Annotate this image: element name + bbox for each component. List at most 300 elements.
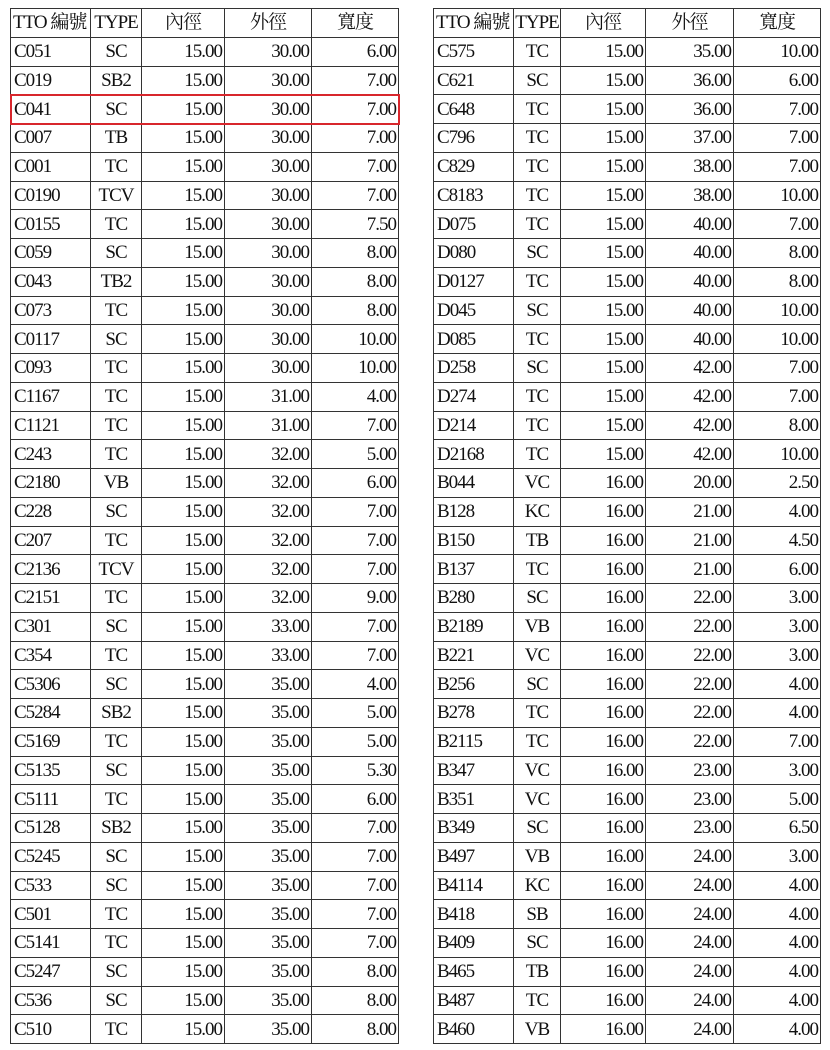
breadth-cell: 2.50 xyxy=(734,469,821,498)
breadth-cell: 8.00 xyxy=(312,987,399,1016)
inner-diameter-cell: 15.00 xyxy=(142,900,225,929)
outer-diameter-cell: 24.00 xyxy=(646,958,734,987)
type-cell: SB2 xyxy=(91,67,142,96)
inner-diameter-cell: 16.00 xyxy=(561,929,646,958)
outer-diameter-cell: 31.00 xyxy=(225,412,312,441)
breadth-cell: 7.00 xyxy=(734,210,821,239)
table-row[interactable] xyxy=(11,268,399,297)
type-cell: SC xyxy=(514,670,561,699)
outer-diameter-cell: 21.00 xyxy=(646,498,734,527)
inner-diameter-cell: 16.00 xyxy=(561,958,646,987)
tto-number-cell: B487 xyxy=(434,987,514,1016)
table-row[interactable] xyxy=(434,383,821,412)
breadth-cell: 10.00 xyxy=(734,182,821,211)
table-row-selected[interactable] xyxy=(11,95,399,124)
table-row[interactable] xyxy=(434,785,821,814)
tto-number-cell: C2151 xyxy=(11,584,91,613)
inner-diameter-cell: 15.00 xyxy=(142,469,225,498)
inner-diameter-cell: 15.00 xyxy=(142,728,225,757)
outer-diameter-cell: 22.00 xyxy=(646,613,734,642)
table-row[interactable] xyxy=(434,182,821,211)
type-cell: TC xyxy=(91,383,142,412)
table-row[interactable] xyxy=(434,642,821,671)
outer-diameter-cell: 35.00 xyxy=(225,929,312,958)
inner-diameter-cell: 15.00 xyxy=(561,38,646,67)
outer-diameter-cell: 40.00 xyxy=(646,210,734,239)
inner-diameter-cell: 15.00 xyxy=(142,670,225,699)
table-row[interactable] xyxy=(434,38,821,67)
type-cell: SB xyxy=(514,900,561,929)
inner-diameter-cell: 16.00 xyxy=(561,498,646,527)
breadth-cell: 10.00 xyxy=(312,354,399,383)
type-cell: TC xyxy=(514,95,561,124)
table-row[interactable] xyxy=(434,929,821,958)
breadth-cell: 8.00 xyxy=(312,297,399,326)
breadth-cell: 4.00 xyxy=(734,1015,821,1044)
type-cell: TC xyxy=(514,440,561,469)
inner-diameter-cell: 15.00 xyxy=(561,383,646,412)
tto-number-cell: C575 xyxy=(434,38,514,67)
inner-diameter-cell: 15.00 xyxy=(142,124,225,153)
type-cell: VC xyxy=(514,469,561,498)
inner-diameter-cell: 16.00 xyxy=(561,527,646,556)
outer-diameter-cell: 30.00 xyxy=(225,95,312,124)
tto-number-cell: C007 xyxy=(11,124,91,153)
type-cell: SC xyxy=(91,843,142,872)
type-cell: TB xyxy=(514,527,561,556)
tto-number-cell: C5284 xyxy=(11,699,91,728)
breadth-cell: 3.00 xyxy=(734,642,821,671)
table-row[interactable] xyxy=(11,584,399,613)
type-cell: SC xyxy=(91,95,142,124)
type-cell: SC xyxy=(91,958,142,987)
header-tto-number: TTO 編號 xyxy=(434,9,514,38)
table-row[interactable] xyxy=(11,987,399,1016)
outer-diameter-cell: 30.00 xyxy=(225,67,312,96)
outer-diameter-cell: 30.00 xyxy=(225,38,312,67)
type-cell: SC xyxy=(514,67,561,96)
table-row[interactable] xyxy=(11,354,399,383)
inner-diameter-cell: 15.00 xyxy=(142,239,225,268)
table-row[interactable] xyxy=(11,555,399,584)
table-row[interactable] xyxy=(434,67,821,96)
tto-number-cell: C621 xyxy=(434,67,514,96)
type-cell: TCV xyxy=(91,555,142,584)
table-row[interactable] xyxy=(434,95,821,124)
inner-diameter-cell: 15.00 xyxy=(561,182,646,211)
table-row[interactable] xyxy=(434,527,821,556)
type-cell: TC xyxy=(514,699,561,728)
type-cell: TC xyxy=(91,354,142,383)
inner-diameter-cell: 15.00 xyxy=(142,38,225,67)
inner-diameter-cell: 15.00 xyxy=(142,67,225,96)
type-cell: TCV xyxy=(91,182,142,211)
type-cell: TC xyxy=(91,412,142,441)
outer-diameter-cell: 30.00 xyxy=(225,182,312,211)
table-row[interactable] xyxy=(11,498,399,527)
inner-diameter-cell: 15.00 xyxy=(142,383,225,412)
breadth-cell: 8.00 xyxy=(312,1015,399,1044)
table-row[interactable] xyxy=(11,699,399,728)
outer-diameter-cell: 30.00 xyxy=(225,268,312,297)
table-row[interactable] xyxy=(11,613,399,642)
tto-number-cell: C5135 xyxy=(11,757,91,786)
inner-diameter-cell: 15.00 xyxy=(142,412,225,441)
breadth-cell: 4.00 xyxy=(734,958,821,987)
inner-diameter-cell: 16.00 xyxy=(561,843,646,872)
inner-diameter-cell: 15.00 xyxy=(561,210,646,239)
tto-number-cell: B280 xyxy=(434,584,514,613)
type-cell: KC xyxy=(514,498,561,527)
breadth-cell: 7.00 xyxy=(312,642,399,671)
tto-number-cell: C796 xyxy=(434,124,514,153)
table-row[interactable] xyxy=(11,412,399,441)
breadth-cell: 5.30 xyxy=(312,757,399,786)
inner-diameter-cell: 15.00 xyxy=(142,153,225,182)
outer-diameter-cell: 22.00 xyxy=(646,699,734,728)
type-cell: VC xyxy=(514,785,561,814)
inner-diameter-cell: 15.00 xyxy=(142,814,225,843)
tto-number-cell: B347 xyxy=(434,757,514,786)
table-row[interactable] xyxy=(11,383,399,412)
outer-diameter-cell: 30.00 xyxy=(225,239,312,268)
outer-diameter-cell: 35.00 xyxy=(225,699,312,728)
tto-number-cell: C2180 xyxy=(11,469,91,498)
table-row[interactable] xyxy=(434,239,821,268)
breadth-cell: 10.00 xyxy=(734,325,821,354)
breadth-cell: 8.00 xyxy=(734,268,821,297)
type-cell: TB2 xyxy=(91,268,142,297)
tto-number-cell: C0117 xyxy=(11,325,91,354)
table-row[interactable] xyxy=(434,843,821,872)
table-row[interactable] xyxy=(11,728,399,757)
breadth-cell: 3.00 xyxy=(734,584,821,613)
tto-number-cell: D0127 xyxy=(434,268,514,297)
tto-number-cell: C533 xyxy=(11,872,91,901)
table-row[interactable] xyxy=(11,153,399,182)
inner-diameter-cell: 15.00 xyxy=(142,699,225,728)
table-row[interactable] xyxy=(434,670,821,699)
breadth-cell: 7.00 xyxy=(312,555,399,584)
tto-number-cell: B460 xyxy=(434,1015,514,1044)
outer-diameter-cell: 32.00 xyxy=(225,469,312,498)
table-row[interactable] xyxy=(434,325,821,354)
tto-number-cell: C648 xyxy=(434,95,514,124)
inner-diameter-cell: 15.00 xyxy=(561,239,646,268)
outer-diameter-cell: 32.00 xyxy=(225,584,312,613)
type-cell: SC xyxy=(514,584,561,613)
outer-diameter-cell: 35.00 xyxy=(225,958,312,987)
table-row[interactable] xyxy=(11,469,399,498)
type-cell: TC xyxy=(91,785,142,814)
breadth-cell: 4.00 xyxy=(734,987,821,1016)
tto-number-cell: C1121 xyxy=(11,412,91,441)
breadth-cell: 7.00 xyxy=(312,412,399,441)
type-cell: SC xyxy=(91,498,142,527)
tto-number-cell: C228 xyxy=(11,498,91,527)
outer-diameter-cell: 42.00 xyxy=(646,440,734,469)
tto-number-cell: D045 xyxy=(434,297,514,326)
type-cell: TC xyxy=(91,728,142,757)
table-row[interactable] xyxy=(434,987,821,1016)
table-row[interactable] xyxy=(11,929,399,958)
breadth-cell: 4.00 xyxy=(734,498,821,527)
type-cell: TC xyxy=(91,1015,142,1044)
outer-diameter-cell: 20.00 xyxy=(646,469,734,498)
breadth-cell: 10.00 xyxy=(312,325,399,354)
breadth-cell: 7.00 xyxy=(312,613,399,642)
inner-diameter-cell: 16.00 xyxy=(561,613,646,642)
type-cell: SC xyxy=(514,239,561,268)
inner-diameter-cell: 16.00 xyxy=(561,699,646,728)
type-cell: TB xyxy=(514,958,561,987)
tto-number-cell: D274 xyxy=(434,383,514,412)
parts-table-left xyxy=(10,8,399,1044)
table-row[interactable] xyxy=(434,872,821,901)
table-row[interactable] xyxy=(11,440,399,469)
table-row[interactable] xyxy=(434,124,821,153)
table-row[interactable] xyxy=(11,527,399,556)
breadth-cell: 7.00 xyxy=(734,354,821,383)
table-row[interactable] xyxy=(434,728,821,757)
breadth-cell: 5.00 xyxy=(312,440,399,469)
table-row[interactable] xyxy=(434,699,821,728)
outer-diameter-cell: 22.00 xyxy=(646,670,734,699)
outer-diameter-cell: 23.00 xyxy=(646,785,734,814)
tto-number-cell: B137 xyxy=(434,555,514,584)
outer-diameter-cell: 33.00 xyxy=(225,613,312,642)
header-inner-diameter: 內徑 xyxy=(142,9,225,38)
tto-number-cell: D085 xyxy=(434,325,514,354)
inner-diameter-cell: 16.00 xyxy=(561,584,646,613)
inner-diameter-cell: 15.00 xyxy=(561,268,646,297)
type-cell: VB xyxy=(514,843,561,872)
outer-diameter-cell: 30.00 xyxy=(225,124,312,153)
tto-number-cell: B465 xyxy=(434,958,514,987)
outer-diameter-cell: 30.00 xyxy=(225,297,312,326)
inner-diameter-cell: 15.00 xyxy=(142,584,225,613)
table-row[interactable] xyxy=(11,67,399,96)
table-row[interactable] xyxy=(11,843,399,872)
breadth-cell: 6.50 xyxy=(734,814,821,843)
tto-number-cell: C8183 xyxy=(434,182,514,211)
table-row[interactable] xyxy=(11,900,399,929)
table-row[interactable] xyxy=(434,613,821,642)
table-row[interactable] xyxy=(11,124,399,153)
table-row[interactable] xyxy=(11,670,399,699)
table-row[interactable] xyxy=(434,268,821,297)
type-cell: TC xyxy=(91,210,142,239)
table-row[interactable] xyxy=(11,297,399,326)
outer-diameter-cell: 35.00 xyxy=(225,843,312,872)
breadth-cell: 4.00 xyxy=(734,900,821,929)
outer-diameter-cell: 33.00 xyxy=(225,642,312,671)
tto-number-cell: B2189 xyxy=(434,613,514,642)
breadth-cell: 6.00 xyxy=(734,555,821,584)
breadth-cell: 10.00 xyxy=(734,440,821,469)
inner-diameter-cell: 16.00 xyxy=(561,728,646,757)
table-row[interactable] xyxy=(11,182,399,211)
outer-diameter-cell: 35.00 xyxy=(225,757,312,786)
breadth-cell: 5.00 xyxy=(312,728,399,757)
table-row[interactable] xyxy=(434,153,821,182)
table-body xyxy=(11,38,399,1044)
table-row[interactable] xyxy=(434,210,821,239)
type-cell: TC xyxy=(514,728,561,757)
inner-diameter-cell: 15.00 xyxy=(142,297,225,326)
inner-diameter-cell: 15.00 xyxy=(142,440,225,469)
table-row[interactable] xyxy=(11,642,399,671)
outer-diameter-cell: 35.00 xyxy=(225,1015,312,1044)
table-row[interactable] xyxy=(434,584,821,613)
type-cell: SC xyxy=(91,872,142,901)
inner-diameter-cell: 15.00 xyxy=(561,153,646,182)
table-row[interactable] xyxy=(11,757,399,786)
type-cell: TC xyxy=(514,268,561,297)
inner-diameter-cell: 16.00 xyxy=(561,872,646,901)
type-cell: VB xyxy=(514,1015,561,1044)
table-row[interactable] xyxy=(434,412,821,441)
tto-number-cell: D2168 xyxy=(434,440,514,469)
table-row[interactable] xyxy=(434,900,821,929)
table-row[interactable] xyxy=(434,814,821,843)
breadth-cell: 3.00 xyxy=(734,843,821,872)
inner-diameter-cell: 15.00 xyxy=(561,67,646,96)
tto-number-cell: C051 xyxy=(11,38,91,67)
header-inner-diameter: 內徑 xyxy=(561,9,646,38)
table-row[interactable] xyxy=(434,958,821,987)
outer-diameter-cell: 23.00 xyxy=(646,814,734,843)
outer-diameter-cell: 22.00 xyxy=(646,728,734,757)
inner-diameter-cell: 15.00 xyxy=(561,297,646,326)
breadth-cell: 4.00 xyxy=(734,872,821,901)
header-breadth: 寬度 xyxy=(734,9,821,38)
table-row[interactable] xyxy=(434,297,821,326)
type-cell: SC xyxy=(91,325,142,354)
outer-diameter-cell: 21.00 xyxy=(646,555,734,584)
breadth-cell: 10.00 xyxy=(734,297,821,326)
outer-diameter-cell: 38.00 xyxy=(646,153,734,182)
table-row[interactable] xyxy=(11,239,399,268)
breadth-cell: 7.00 xyxy=(734,95,821,124)
outer-diameter-cell: 32.00 xyxy=(225,440,312,469)
type-cell: SC xyxy=(514,814,561,843)
table-row[interactable] xyxy=(434,555,821,584)
inner-diameter-cell: 15.00 xyxy=(561,325,646,354)
breadth-cell: 7.00 xyxy=(734,728,821,757)
inner-diameter-cell: 15.00 xyxy=(142,785,225,814)
table-row[interactable] xyxy=(11,872,399,901)
tto-number-cell: B2115 xyxy=(434,728,514,757)
inner-diameter-cell: 15.00 xyxy=(142,498,225,527)
breadth-cell: 4.00 xyxy=(734,699,821,728)
inner-diameter-cell: 15.00 xyxy=(142,613,225,642)
breadth-cell: 7.00 xyxy=(734,153,821,182)
header-outer-diameter: 外徑 xyxy=(646,9,734,38)
type-cell: SC xyxy=(91,670,142,699)
inner-diameter-cell: 16.00 xyxy=(561,757,646,786)
type-cell: VB xyxy=(91,469,142,498)
outer-diameter-cell: 32.00 xyxy=(225,527,312,556)
inner-diameter-cell: 15.00 xyxy=(142,210,225,239)
table-row[interactable] xyxy=(11,1015,399,1044)
table-row[interactable] xyxy=(11,38,399,67)
breadth-cell: 4.00 xyxy=(312,383,399,412)
tto-number-cell: C5141 xyxy=(11,929,91,958)
type-cell: SC xyxy=(91,38,142,67)
outer-diameter-cell: 35.00 xyxy=(225,785,312,814)
type-cell: TC xyxy=(91,527,142,556)
tto-number-cell: B497 xyxy=(434,843,514,872)
table-row[interactable] xyxy=(434,469,821,498)
type-cell: TC xyxy=(514,182,561,211)
breadth-cell: 8.00 xyxy=(734,412,821,441)
outer-diameter-cell: 24.00 xyxy=(646,872,734,901)
breadth-cell: 7.00 xyxy=(312,498,399,527)
inner-diameter-cell: 16.00 xyxy=(561,1015,646,1044)
breadth-cell: 8.00 xyxy=(734,239,821,268)
type-cell: SC xyxy=(514,354,561,383)
outer-diameter-cell: 40.00 xyxy=(646,325,734,354)
type-cell: SC xyxy=(91,239,142,268)
outer-diameter-cell: 35.00 xyxy=(225,728,312,757)
tto-number-cell: C536 xyxy=(11,987,91,1016)
table-row[interactable] xyxy=(11,325,399,354)
table-row[interactable] xyxy=(11,814,399,843)
table-row[interactable] xyxy=(11,958,399,987)
breadth-cell: 5.00 xyxy=(312,699,399,728)
type-cell: VC xyxy=(514,757,561,786)
outer-diameter-cell: 40.00 xyxy=(646,239,734,268)
tto-number-cell: D080 xyxy=(434,239,514,268)
outer-diameter-cell: 40.00 xyxy=(646,268,734,297)
type-cell: TC xyxy=(514,153,561,182)
tto-number-cell: C5247 xyxy=(11,958,91,987)
header-outer-diameter: 外徑 xyxy=(225,9,312,38)
outer-diameter-cell: 35.00 xyxy=(646,38,734,67)
table-row[interactable] xyxy=(434,354,821,383)
outer-diameter-cell: 30.00 xyxy=(225,325,312,354)
inner-diameter-cell: 15.00 xyxy=(142,555,225,584)
breadth-cell: 4.00 xyxy=(312,670,399,699)
table-row[interactable] xyxy=(11,210,399,239)
table-row[interactable] xyxy=(434,1015,821,1044)
breadth-cell: 7.00 xyxy=(312,843,399,872)
outer-diameter-cell: 35.00 xyxy=(225,670,312,699)
tto-number-cell: B418 xyxy=(434,900,514,929)
inner-diameter-cell: 15.00 xyxy=(142,929,225,958)
type-cell: SC xyxy=(514,929,561,958)
tto-number-cell: B349 xyxy=(434,814,514,843)
table-row[interactable] xyxy=(11,785,399,814)
type-cell: SC xyxy=(91,987,142,1016)
breadth-cell: 5.00 xyxy=(734,785,821,814)
table-row[interactable] xyxy=(434,440,821,469)
outer-diameter-cell: 24.00 xyxy=(646,843,734,872)
tto-number-cell: C243 xyxy=(11,440,91,469)
inner-diameter-cell: 16.00 xyxy=(561,670,646,699)
inner-diameter-cell: 15.00 xyxy=(142,987,225,1016)
table-row[interactable] xyxy=(434,498,821,527)
breadth-cell: 6.00 xyxy=(734,67,821,96)
table-row[interactable] xyxy=(434,757,821,786)
inner-diameter-cell: 15.00 xyxy=(142,958,225,987)
breadth-cell: 7.00 xyxy=(312,124,399,153)
outer-diameter-cell: 42.00 xyxy=(646,354,734,383)
breadth-cell: 6.00 xyxy=(312,785,399,814)
tto-number-cell: C041 xyxy=(11,95,91,124)
tto-number-cell: C5306 xyxy=(11,670,91,699)
